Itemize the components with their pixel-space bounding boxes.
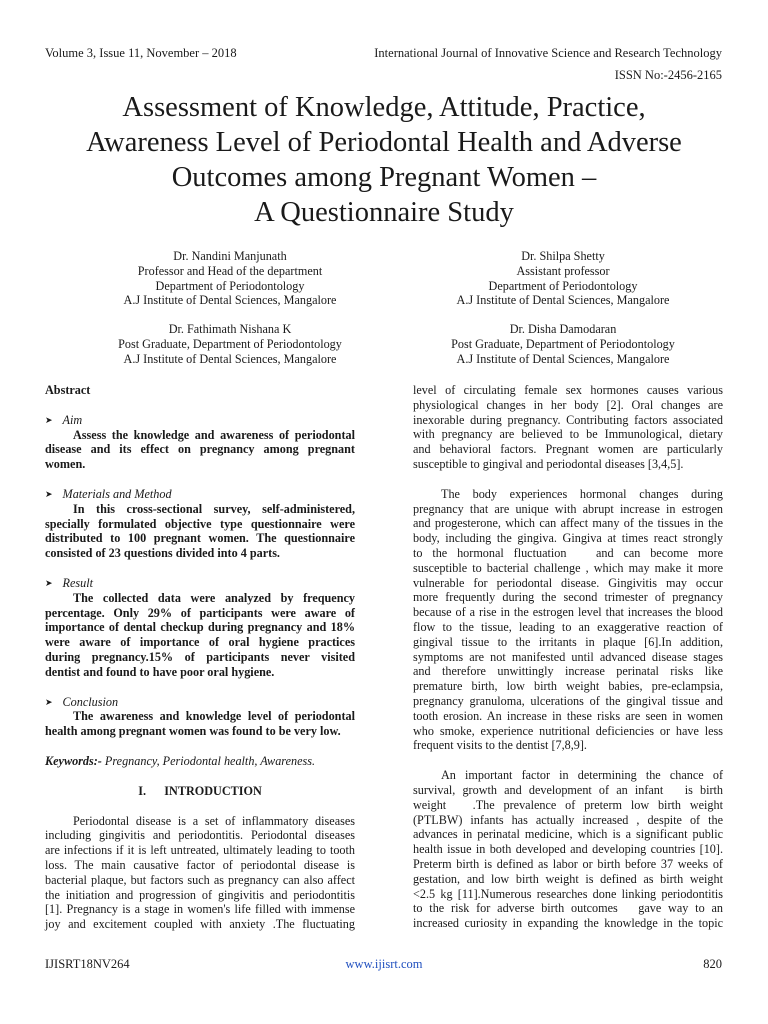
text-line: An important factor in determining the chance of bbox=[441, 768, 723, 783]
text-line: level of circulating female sex hormones causes various bbox=[413, 383, 723, 397]
author-name: Dr. Fathimath Nishana K bbox=[168, 322, 292, 336]
paper-title bbox=[30, 90, 738, 230]
text-line: and therefore unwittingly increase perinatal risks like bbox=[413, 664, 723, 679]
text-line: and progesterone, which can affect many of the tissues in the bbox=[413, 516, 723, 531]
text-line: gingival tissue to the irritants in plaque [6].In addition, bbox=[413, 634, 723, 649]
keywords-label: Keywords:- bbox=[45, 753, 102, 768]
footer-code: IJISRT18NV264 bbox=[45, 957, 130, 971]
author-block-2 bbox=[408, 249, 718, 308]
conclusion-heading-label: Conclusion bbox=[62, 694, 119, 709]
text-line: loss. The main causative factor of periodontal disease is bbox=[45, 857, 355, 872]
text-line: health among pregnant women was found to be very low. bbox=[45, 724, 341, 739]
text-line: dentist and found to have poor oral hygiene. bbox=[45, 664, 275, 679]
methods-text bbox=[45, 502, 355, 561]
author-role: Post Graduate, Department of Periodontology bbox=[118, 336, 342, 351]
text-line: flow to the tissue, leading to an exaggerative reaction of bbox=[413, 619, 723, 634]
intro-heading: I. INTRODUCTION bbox=[138, 783, 262, 798]
text-line: physiological changes in her body [2]. Oral changes are bbox=[413, 397, 723, 412]
keywords bbox=[45, 754, 355, 769]
author-block-4 bbox=[408, 322, 718, 366]
text-line: distributed to 100 pregnant women. The questionnaire bbox=[45, 531, 355, 546]
text-line: because of a rise in the estrogen level that increases the blood bbox=[413, 605, 723, 620]
aim-heading bbox=[45, 413, 355, 428]
methods-heading bbox=[45, 487, 355, 502]
author-inst: A.J Institute of Dental Sciences, Mangalore bbox=[123, 293, 337, 308]
author-role: Post Graduate, Department of Periodontology bbox=[451, 336, 675, 351]
title-line: Outcomes among Pregnant Women – bbox=[171, 162, 597, 193]
result-heading-label: Result bbox=[62, 575, 94, 590]
text-line: [1]. Pregnancy is a stage in women's life filled with immense bbox=[45, 902, 355, 917]
text-line: are infections if it is left untreated, ultimately leading to tooth bbox=[45, 843, 355, 858]
text-line: The body experiences hormonal changes during bbox=[441, 486, 723, 501]
text-line: percentage. Only 29% of participants were aware of bbox=[45, 605, 355, 620]
author-block-1 bbox=[75, 249, 385, 308]
footer-website-link[interactable]: www.ijisrt.com bbox=[345, 957, 423, 971]
text-line: disease and its effect on pregnancy among pregnant bbox=[45, 442, 355, 457]
text-line: pregnancy granuloma, ulcerations of the gingival tissue and bbox=[413, 693, 723, 708]
text-line: Assess the knowledge and awareness of periodontal bbox=[73, 427, 355, 442]
abstract-heading: Abstract bbox=[45, 383, 91, 397]
text-line: <2.5 kg [11].Numerous researches done linking periodontitis bbox=[413, 886, 723, 901]
author-name: Dr. Shilpa Shetty bbox=[521, 249, 605, 263]
text-line: women. bbox=[45, 457, 86, 472]
author-inst: A.J Institute of Dental Sciences, Mangalore bbox=[123, 351, 337, 366]
author-block-3 bbox=[75, 322, 385, 366]
text-line: tooth erosion. An increase in these risks are seen in women bbox=[413, 708, 723, 723]
text-line: consisted of 23 questions divided into 4 parts. bbox=[45, 546, 280, 561]
arrow-bullet-icon: ➤ bbox=[45, 577, 53, 588]
body-paragraph bbox=[413, 383, 723, 472]
arrow-bullet-icon: ➤ bbox=[45, 696, 53, 707]
text-line: frequent visits to the dentist [7,8,9]. bbox=[413, 738, 587, 753]
text-line: vulnerable for periodontal disease. Gingivitis may occur bbox=[413, 575, 723, 590]
title-line: A Questionnaire Study bbox=[254, 197, 514, 228]
author-dept: Department of Periodontology bbox=[488, 278, 638, 293]
author-role: Assistant professor bbox=[516, 263, 610, 278]
text-line: susceptible to bacterial challenge , which may make it more bbox=[413, 560, 723, 575]
header-issn: ISSN No:-2456-2165 bbox=[614, 68, 722, 82]
left-column bbox=[45, 383, 355, 932]
text-line: The awareness and knowledge level of periodontal bbox=[73, 709, 355, 724]
body-paragraph bbox=[413, 487, 723, 753]
text-line: were aware of importance of oral hygiene practices bbox=[45, 635, 355, 650]
arrow-bullet-icon: ➤ bbox=[45, 488, 53, 499]
text-line: premature birth, low birth weight babies, pre-eclampsia, bbox=[413, 679, 723, 694]
aim-text bbox=[45, 428, 355, 472]
text-line: to the hormonal fluctuation and can become more bbox=[413, 545, 723, 560]
text-line: inexorable during pregnancy. Contributing factors associated bbox=[413, 412, 723, 427]
text-line: increased curiosity in expanding the knowledge in the topic bbox=[413, 916, 723, 931]
text-line: specially formulated objective type questionnaire were bbox=[45, 516, 355, 531]
aim-heading-label: Aim bbox=[62, 412, 83, 427]
text-line: to the risk for adverse birth outcomes gave way to an bbox=[413, 901, 723, 916]
methods-heading-label: Materials and Method bbox=[62, 486, 172, 501]
author-role: Professor and Head of the department bbox=[137, 263, 323, 278]
text-line: Periodontal disease is a set of inflammatory diseases bbox=[73, 813, 355, 828]
text-line: symptoms are not manifested until advanced disease stages bbox=[413, 649, 723, 664]
conclusion-heading bbox=[45, 695, 355, 710]
author-name: Dr. Nandini Manjunath bbox=[173, 249, 287, 263]
title-line: Assessment of Knowledge, Attitude, Practice, bbox=[122, 92, 646, 123]
text-line: health issue in both developed and developing countries [10]. bbox=[413, 842, 723, 857]
result-text bbox=[45, 591, 355, 680]
result-heading bbox=[45, 576, 355, 591]
text-line: pregnancy that are unique with abrupt increase in estrogen bbox=[413, 501, 723, 516]
text-line: Preterm birth is defined as labor or birth before 37 weeks of bbox=[413, 856, 723, 871]
intro-text bbox=[45, 814, 355, 932]
text-line: during pregnancy.15% of participants never visited bbox=[45, 649, 355, 664]
author-inst: A.J Institute of Dental Sciences, Mangalore bbox=[456, 351, 670, 366]
text-line: The collected data were analyzed by frequency bbox=[73, 590, 355, 605]
footer-page-number: 820 bbox=[703, 957, 722, 971]
header-journal: International Journal of Innovative Science and Research Technology bbox=[374, 46, 722, 60]
text-line: advances in perinatal medicine, which is a significant public bbox=[413, 827, 723, 842]
text-line: the initiation and progression of gingivitis and periodontitis bbox=[45, 887, 355, 902]
text-line: In this cross-sectional survey, self-administered, bbox=[73, 501, 355, 516]
text-line: survival, growth and development of an infant is birth bbox=[413, 782, 723, 797]
text-line: who smoke, experience nutritional deficiencies or have less bbox=[413, 723, 723, 738]
keywords-list: Pregnancy, Periodontal health, Awareness. bbox=[101, 753, 316, 768]
text-line: and behavioral factors. Pregnant women are particularly bbox=[413, 442, 723, 457]
text-line: importance of dental checkup during pregnancy and 18% bbox=[45, 620, 355, 635]
title-line: Awareness Level of Periodontal Health and Adverse bbox=[86, 127, 682, 158]
text-line: with pregnancy are believed to be Immunological, dietary bbox=[413, 427, 723, 442]
text-line: bacterial plaque, but factors such as pregnancy can also affect bbox=[45, 872, 355, 887]
header-volume: Volume 3, Issue 11, November – 2018 bbox=[45, 46, 237, 60]
arrow-bullet-icon: ➤ bbox=[45, 414, 53, 425]
text-line: susceptible to gingival and periodontal diseases [3,4,5]. bbox=[413, 456, 684, 471]
text-line: including gingivitis and periodontitis. Periodontal diseases bbox=[45, 828, 355, 843]
text-line: more frequently during the second trimester of pregnancy bbox=[413, 590, 723, 605]
author-name: Dr. Disha Damodaran bbox=[509, 322, 617, 336]
conclusion-text bbox=[45, 709, 355, 739]
text-line: (PTLBW) infants has actually increased , despite of the bbox=[413, 812, 723, 827]
text-line: weight .The prevalence of preterm low birth weight bbox=[413, 797, 723, 812]
text-line: body, including the gingiva. Gingiva at times react strongly bbox=[413, 531, 723, 546]
text-line: gestation, and low birth weight is defined as birth weight bbox=[413, 871, 723, 886]
right-column bbox=[413, 383, 723, 931]
author-inst: A.J Institute of Dental Sciences, Mangalore bbox=[456, 293, 670, 308]
author-dept: Department of Periodontology bbox=[155, 278, 305, 293]
body-paragraph bbox=[413, 768, 723, 931]
text-line: joy and excitement coupled with anxiety .The fluctuating bbox=[45, 917, 355, 932]
